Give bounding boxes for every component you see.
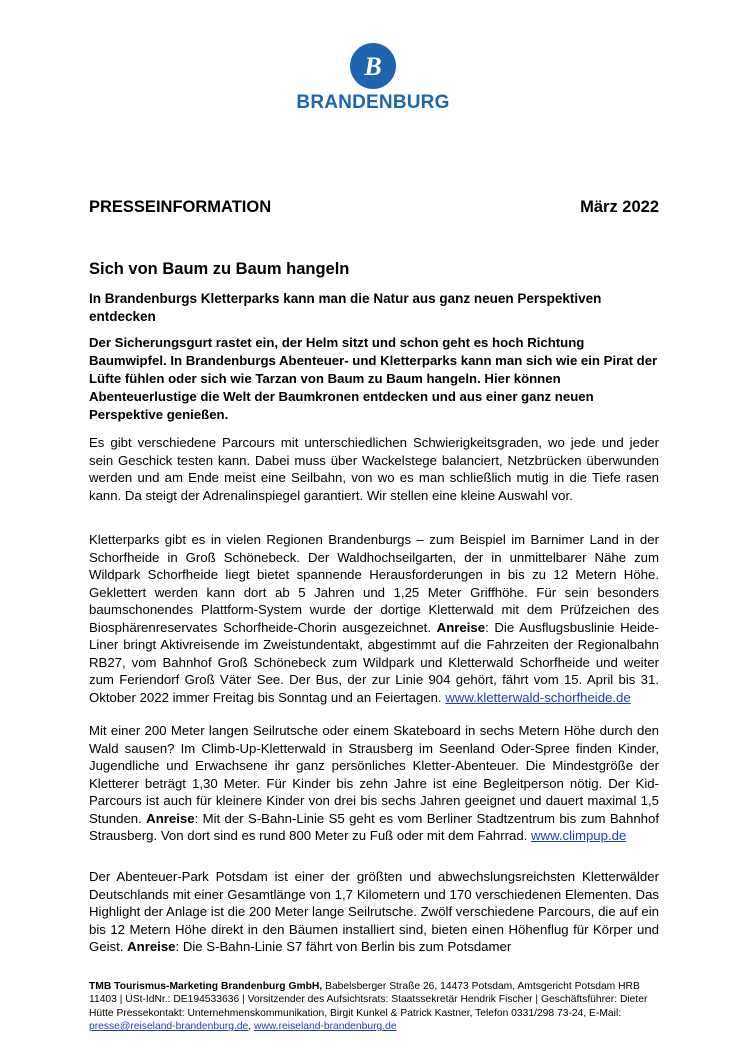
page-footer: [89, 980, 664, 1034]
potsdam-travel-label: Anreise: [127, 939, 176, 954]
schorfheide-link[interactable]: www.kletterwald-schorfheide.de: [445, 689, 631, 705]
potsdam-travel-text: : Die S-Bahn-Linie S7 fährt von Berlin bis zum Potsdamer: [175, 939, 512, 954]
strausberg-text: Mit einer 200 Meter langen Seilrutsche oder einem Skateboard in sechs Metern Höhe durch den Wald sausen? Im Climb-Up-Kletterwald in Strausberg im Seenland Oder-Spree finden Kinder, Jugendliche und Erwachsene ihr ganz persönliches Kletter-Abenteuer. Die Mindestgröße der Kletterer beträgt 1,30 Meter. Für Kinder bis zehn Jahre ist eine Begleitperson nötig. Der Kid-Parcours ist auch für kleinere Kinder von drei bis sechs Jahren geeignet und dauert maximal 1,5 Stunden.: [89, 723, 659, 826]
footer-company: TMB Tourismus-Marketing Brandenburg GmbH,: [89, 981, 323, 992]
strausberg-travel-label: Anreise: [146, 810, 195, 826]
press-header: [89, 198, 659, 217]
schorfheide-travel-label: Anreise: [436, 619, 486, 635]
article-subtitle: In Brandenburgs Kletterparks kann man die Natur aus ganz neuen Perspektiven entdecken: [89, 291, 602, 324]
potsdam-text: Der Abenteuer-Park Potsdam ist einer der größten und abwechslungsreichsten Kletterwälder Deutschlands mit einer Gesamtlänge von 1,7 Kilometern und 170 verschiedenen Elementen. Das Highlight der Anlage ist die 200 Meter lange Seilrutsche. Zwölf verschiedene Parcours, die auf ein bis 12 Metern Höhe direkt in den Bäumen installiert sind, bieten einen Höhenflug für Körper und Geist.: [89, 869, 659, 954]
press-label: PRESSEINFORMATION: [89, 198, 272, 216]
footer-website-link[interactable]: www.reiseland-brandenburg.de: [254, 1021, 397, 1033]
logo-letter: B: [364, 52, 382, 81]
article-title: Sich von Baum zu Baum hangeln: [89, 260, 350, 278]
strausberg-link[interactable]: www.climpup.de: [531, 828, 627, 843]
press-date: März 2022: [580, 198, 659, 216]
brand-logo: [0, 42, 746, 114]
paragraph-schorfheide: [89, 531, 659, 706]
paragraph-potsdam: [89, 868, 659, 956]
schorfheide-text: Kletterparks gibt es in vielen Regionen Brandenburgs – zum Beispiel im Barnimer Land in der Schorfheide in Groß Schönebeck. Der Waldhochseilgarten, der in unmittelbarer Nähe zum Wildpark Schorfheide liegt bietet spannende Herausforderungen in bis zu 12 Metern Höhe. Geklettert werden kann dort ab 5 Jahren und 1,25 Meter Griffhöhe. Für sein besonders baumschonendes Plattform-System wurde der dortige Kletterwald mit dem Prüfzeichen des Biosphärenreservates Schorfheide-Chorin ausgezeichnet.: [89, 532, 659, 635]
brand-name: BRANDENBURG: [296, 92, 450, 113]
paragraph-strausberg: [89, 722, 659, 845]
footer-separator: ,: [248, 1021, 255, 1033]
strausberg-travel-text: : Mit der S-Bahn-Linie S5 geht es vom Berliner Stadtzentrum bis zum Bahnhof Strausberg. Von dort sind es rund 800 Meter zu Fuß oder mit dem Fahrrad.: [89, 810, 659, 843]
footer-email-link[interactable]: presse@reiseland-brandenburg.de: [89, 1021, 249, 1033]
paragraph-intro: Es gibt verschiedene Parcours mit unterschiedlichen Schwierigkeitsgraden, wo jede und jeder sein Geschick testen kann. Dabei muss über Wackelstege balanciert, Netzbrücken überwunden werden und am Ende meist eine Seilbahn, von wo es man schließlich mutig in die Tiefe rasen kann. Da steigt der Adrenalinspiegel garantiert. Wir stellen eine kleine Auswahl vor.: [89, 435, 659, 503]
footer-details: Babelsberger Straße 26, 14473 Potsdam, Amtsgericht Potsdam HRB 11403 | USt-IdNr.: DE194533636 | Vorsitzender des Aufsichtsrats: Staatssekretär Hendrik Fischer | Geschäftsführer: Dieter Hütte Pressekontakt: Unternehmenskommunikation, Birgit Kunkel & Patrick Kastner, Telefon 0331/298 73-24, E-Mail:: [89, 981, 648, 1019]
article-lead: Der Sicherungsgurt rastet ein, der Helm sitzt und schon geht es hoch Richtung Baumwipfel. In Brandenburgs Abenteuer- und Kletterparks kann man sich wie ein Pirat der Lüfte fühlen oder sich wie Tarzan von Baum zu Baum hangeln. Hier können Abenteuerlustige die Welt der Baumkronen entdecken und aus einer ganz neuen Perspektive genießen.: [89, 335, 658, 422]
schorfheide-travel-text: : Die Ausflugsbuslinie Heide-Liner bringt Aktivreisende im Zweistundentakt, abgestimmt auf die Fahrzeiten der Regionalbahn RB27, vom Bahnhof Groß Schönebeck zum Wildpark und Kletterwald Schorfheide und weiter zum Feriendorf Groß Väter See. Der Bus, der zur Linie 904 gehört, fährt vom 15. April bis 31. Oktober 2022 immer Freitag bis Sonntag und an Feiertagen.: [89, 619, 659, 705]
brandenburg-logo-icon: [349, 42, 397, 90]
